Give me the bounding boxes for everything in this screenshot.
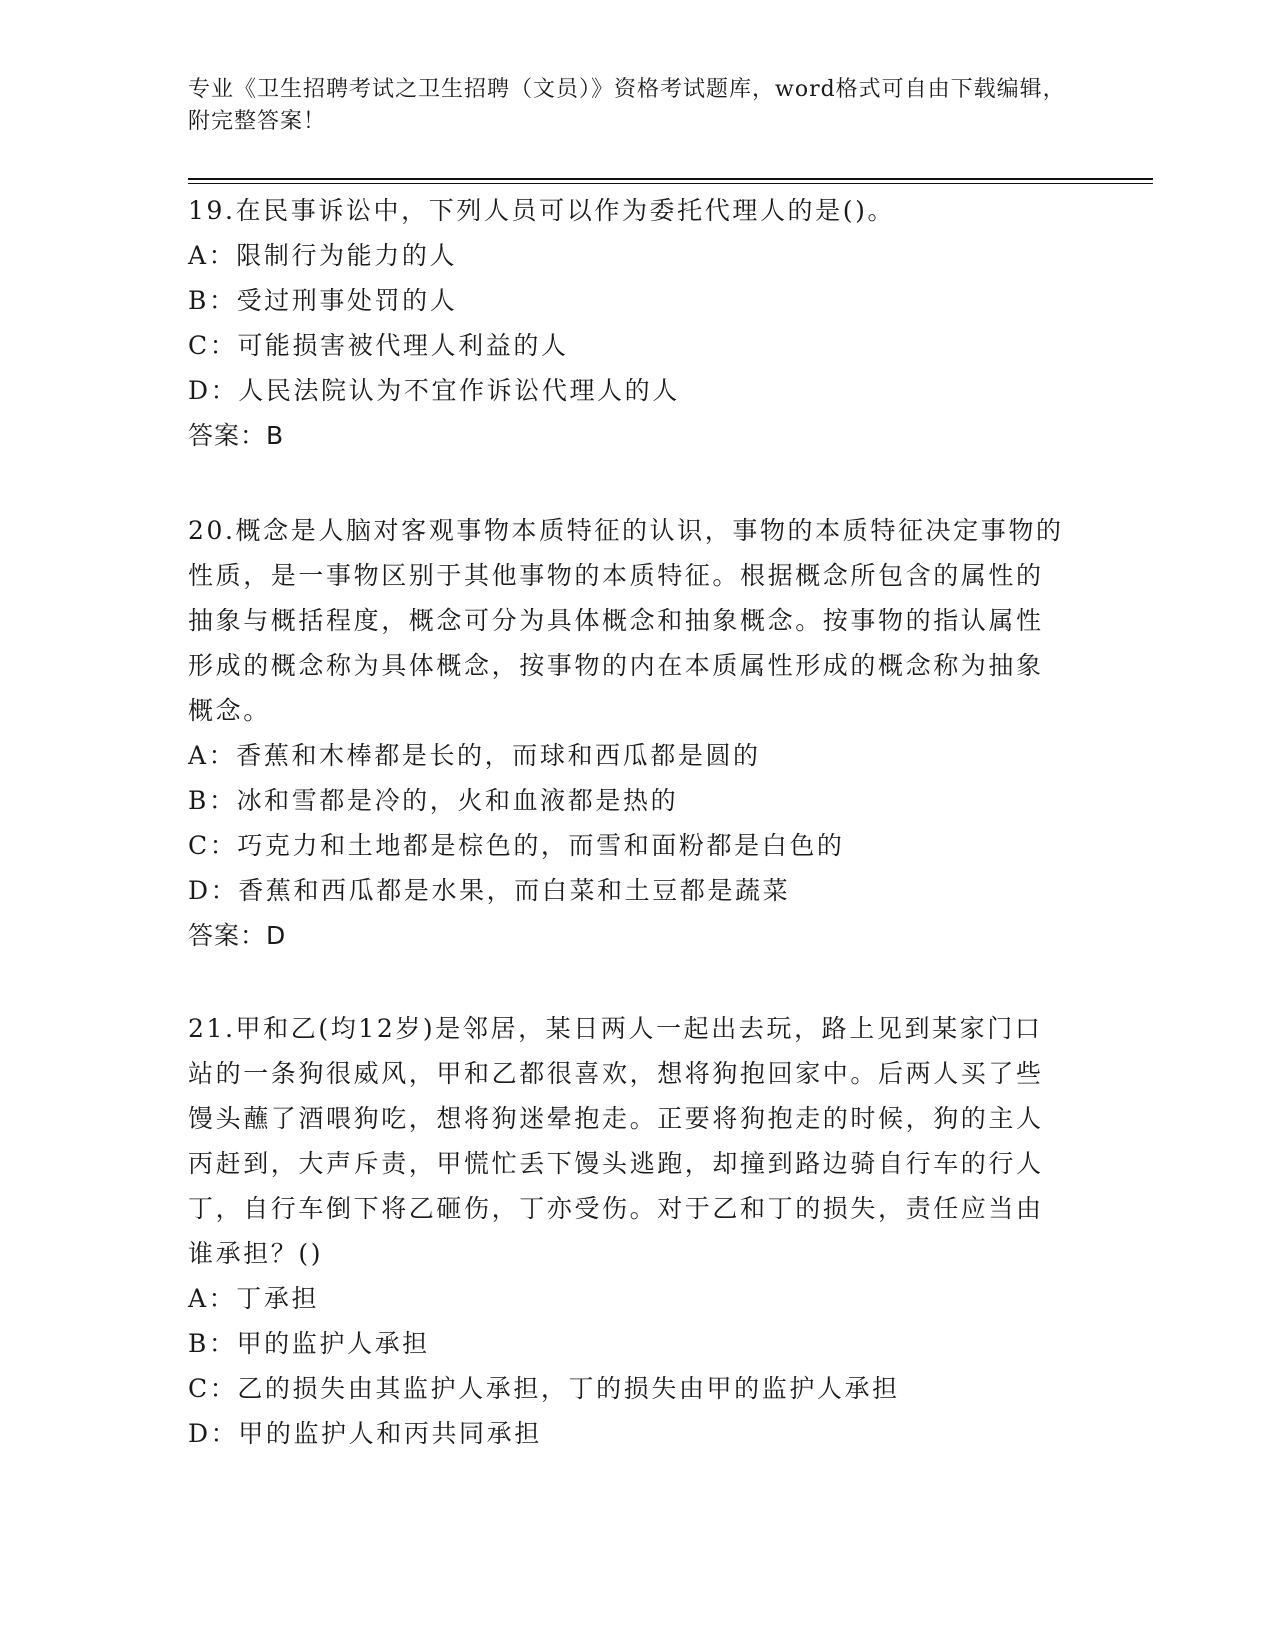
option-b: B：冰和雪都是冷的，火和血液都是热的 (188, 786, 679, 815)
option-d: D：香蕉和西瓜都是水果，而白菜和土豆都是蔬菜 (188, 876, 791, 905)
option-c: C：乙的损失由其监护人承担，丁的损失由甲的监护人承担 (188, 1374, 900, 1403)
document-header: 专业《卫生招聘考试之卫生招聘（文员）》资格考试题库，word格式可自由下载编辑，附完整答案！ (188, 77, 1066, 134)
question-21 (188, 1006, 1068, 1456)
answer: 答案：D (188, 921, 287, 950)
question-stem: 20.概念是人脑对客观事物本质特征的认识，事物的本质特征决定事物的性质，是一事物区别于其他事物的本质特征。根据概念所包含的属性的抽象与概括程度，概念可分为具体概念和抽象概念。按事物的指认属性形成的概念称为具体概念，按事物的内在本质属性形成的概念称为抽象概念。 (188, 516, 1064, 725)
option-d: D：甲的监护人和丙共同承担 (188, 1419, 542, 1448)
question-20 (188, 508, 1068, 958)
option-a: A：限制行为能力的人 (188, 241, 458, 270)
header-rule-thin (188, 183, 1153, 184)
option-c: C：巧克力和土地都是棕色的，而雪和面粉都是白色的 (188, 831, 845, 860)
question-stem: 21.甲和乙(均12岁)是邻居，某日两人一起出去玩，路上见到某家门口站的一条狗很威风，甲和乙都很喜欢，想将狗抱回家中。后两人买了些馒头蘸了酒喂狗吃，想将狗迷晕抱走。正要将狗抱走的时候，狗的主人丙赶到，大声斥责，甲慌忙丢下馒头逃跑，却撞到路边骑自行车的行人丁，自行车倒下将乙砸伤，丁亦受伤。对于乙和丁的损失，责任应当由谁承担？() (188, 1014, 1044, 1268)
question-stem: 19.在民事诉讼中，下列人员可以作为委托代理人的是()。 (188, 196, 896, 225)
option-a: A：香蕉和木棒都是长的，而球和西瓜都是圆的 (188, 741, 761, 770)
question-19 (188, 188, 1068, 458)
option-a: A：丁承担 (188, 1284, 320, 1313)
option-b: B：受过刑事处罚的人 (188, 286, 458, 315)
option-b: B：甲的监护人承担 (188, 1329, 430, 1358)
header-rule-thick (188, 178, 1153, 180)
answer: 答案：B (188, 421, 285, 450)
option-c: C：可能损害被代理人利益的人 (188, 331, 569, 360)
option-d: D：人民法院认为不宜作诉讼代理人的人 (188, 376, 680, 405)
